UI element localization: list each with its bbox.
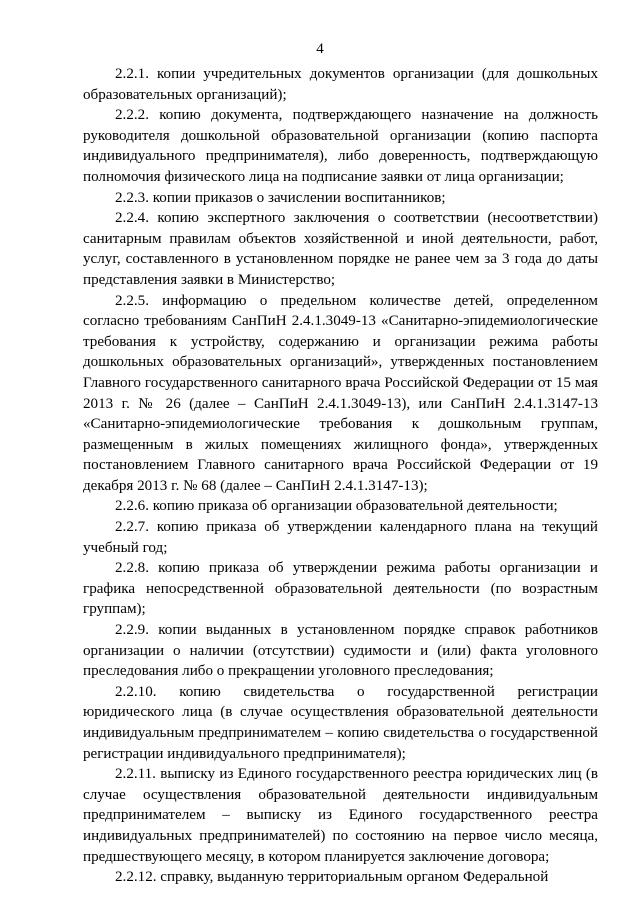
page-number: 4: [316, 41, 324, 57]
paragraph-2-2-11: 2.2.11. выписку из Единого государственного реестра юридических лиц (в случае осуществления образовательной деятельности индивидуальным предпринимателем – выписку из Единого государственного реестра индивидуальных предпринимателей) по состоянию на первое число месяца, предшествующего месяцу, в котором планируется заключение договора;: [83, 766, 598, 865]
paragraph-2-2-2: 2.2.2. копию документа, подтверждающего назначение на должность руководителя дошкольной образовательной организации (копию паспорта индивидуального предпринимателя), либо доверенность, подтверждающую полномочия физического лица на подписание заявки от лица организации;: [83, 107, 598, 185]
paragraph-2-2-7: 2.2.7. копию приказа об утверждении календарного плана на текущий учебный год;: [83, 519, 598, 556]
paragraph-2-2-1: 2.2.1. копии учредительных документов организации (для дошкольных образовательных организаций);: [83, 66, 598, 103]
paragraph-2-2-4: 2.2.4. копию экспертного заключения о соответствии (несоответствии) санитарным правилам объектов хозяйственной и иной деятельности, работ, услуг, составленного в установленном порядке не ранее чем за 3 года до даты представления заявки в Министерство;: [83, 210, 598, 288]
paragraph-2-2-5: 2.2.5. информацию о предельном количестве детей, определенном согласно требованиям СанПиН 2.4.1.3049-13 «Санитарно-эпидемиологические требования к устройству, содержанию и организации режима работы дошкольных образовательных организаций», утвержденных постановлением Главного государственного санитарного врача Российской Федерации от 15 мая 2013 г. № 26 (далее – СанПиН 2.4.1.3049-13), или СанПиН 2.4.1.3147-13 «Санитарно-эпидемиологические требования к дошкольным группам, размещенным в жилых помещениях жилищного фонда», утвержденных постановлением Главного санитарного врача Российской Федерации от 19 декабря 2013 г. № 68 (далее – СанПиН 2.4.1.3147-13);: [83, 292, 598, 494]
paragraph-2-2-3: 2.2.3. копии приказов о зачислении воспитанников;: [115, 189, 446, 206]
paragraph-2-2-12: 2.2.12. справку, выданную территориальным органом Федеральной: [115, 869, 549, 886]
paragraph-2-2-8: 2.2.8. копию приказа об утверждении режима работы организации и графика непосредственной образовательной деятельности (по возрастным группам);: [83, 560, 598, 618]
paragraph-2-2-10: 2.2.10. копию свидетельства о государственной регистрации юридического лица (в случае осуществления образовательной деятельности индивидуальным предпринимателем – копию свидетельства о государственной регистрации индивидуального предпринимателя);: [83, 683, 598, 762]
paragraph-2-2-9: 2.2.9. копии выданных в установленном порядке справок работников организации о наличии (отсутствии) судимости и (или) факта уголовного преследования либо о прекращении уголовного преследования;: [83, 622, 598, 680]
document-body: [83, 64, 598, 888]
paragraph-2-2-6: 2.2.6. копию приказа об организации образовательной деятельности;: [115, 498, 558, 515]
